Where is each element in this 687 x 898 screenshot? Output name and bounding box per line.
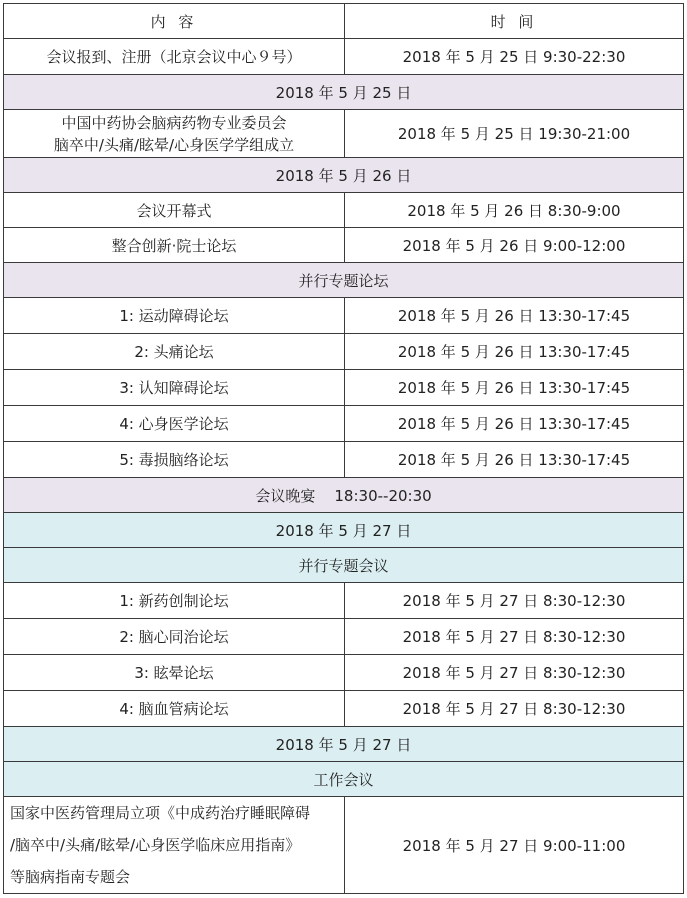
table-row bbox=[4, 619, 684, 655]
row-time: 2018 年 5 月 26 日 13:30-17:45 bbox=[345, 406, 684, 442]
table-row bbox=[4, 797, 684, 894]
row-content: 会议报到、注册（北京会议中心９号） bbox=[4, 39, 345, 75]
row-time: 2018 年 5 月 26 日 8:30-9:00 bbox=[345, 193, 684, 228]
row-time: 2018 年 5 月 26 日 13:30-17:45 bbox=[345, 298, 684, 334]
table-row bbox=[4, 442, 684, 478]
table-row bbox=[4, 228, 684, 263]
header-content: 内 容 bbox=[4, 4, 345, 39]
row-content: 3: 眩晕论坛 bbox=[4, 655, 345, 691]
row-time: 2018 年 5 月 26 日 13:30-17:45 bbox=[345, 442, 684, 478]
section-row bbox=[4, 548, 684, 583]
table-row bbox=[4, 406, 684, 442]
section-label: 2018 年 5 月 26 日 bbox=[4, 158, 684, 193]
section-label: 2018 年 5 月 25 日 bbox=[4, 75, 684, 110]
row-content-line: 脑卒中/头痛/眩晕/心身医学学组成立 bbox=[53, 135, 295, 154]
row-content: 1: 新药创制论坛 bbox=[4, 583, 345, 619]
row-content: 1: 运动障碍论坛 bbox=[4, 298, 345, 334]
table-row bbox=[4, 298, 684, 334]
table-row bbox=[4, 691, 684, 727]
row-content: 会议开幕式 bbox=[4, 193, 345, 228]
schedule-sheet bbox=[3, 3, 683, 894]
section-row bbox=[4, 75, 684, 110]
section-label: 工作会议 bbox=[4, 762, 684, 797]
section-row bbox=[4, 513, 684, 548]
table-row bbox=[4, 193, 684, 228]
row-time: 2018 年 5 月 26 日 13:30-17:45 bbox=[345, 334, 684, 370]
table-row bbox=[4, 39, 684, 75]
section-label: 并行专题会议 bbox=[4, 548, 684, 583]
section-row bbox=[4, 762, 684, 797]
table-row bbox=[4, 370, 684, 406]
table-row bbox=[4, 334, 684, 370]
row-content: 2: 脑心同治论坛 bbox=[4, 619, 345, 655]
row-time: 2018 年 5 月 25 日 9:30-22:30 bbox=[345, 39, 684, 75]
row-content-line: 中国中药协会脑病药物专业委员会 bbox=[61, 113, 287, 132]
row-time: 2018 年 5 月 27 日 9:00-11:00 bbox=[345, 797, 684, 894]
table-row bbox=[4, 583, 684, 619]
row-content-line: 等脑病指南专题会 bbox=[10, 868, 131, 886]
row-content-line: /脑卒中/头痛/眩晕/心身医学临床应用指南》 bbox=[10, 836, 301, 854]
section-label: 并行专题论坛 bbox=[4, 263, 684, 298]
header-row bbox=[4, 4, 684, 39]
row-time: 2018 年 5 月 27 日 8:30-12:30 bbox=[345, 583, 684, 619]
row-time: 2018 年 5 月 26 日 13:30-17:45 bbox=[345, 370, 684, 406]
row-content bbox=[4, 797, 345, 894]
row-content: 5: 毒损脑络论坛 bbox=[4, 442, 345, 478]
row-content: 2: 头痛论坛 bbox=[4, 334, 345, 370]
row-content: 整合创新·院士论坛 bbox=[4, 228, 345, 263]
table-row bbox=[4, 110, 684, 158]
row-time: 2018 年 5 月 27 日 8:30-12:30 bbox=[345, 655, 684, 691]
section-row bbox=[4, 478, 684, 513]
header-time: 时 间 bbox=[345, 4, 684, 39]
table-row bbox=[4, 655, 684, 691]
section-label: 会议晚宴 18:30--20:30 bbox=[4, 478, 684, 513]
section-label: 2018 年 5 月 27 日 bbox=[4, 513, 684, 548]
row-content: 3: 认知障碍论坛 bbox=[4, 370, 345, 406]
row-content bbox=[4, 110, 345, 158]
section-label: 2018 年 5 月 27 日 bbox=[4, 727, 684, 762]
row-time: 2018 年 5 月 26 日 9:00-12:00 bbox=[345, 228, 684, 263]
row-time: 2018 年 5 月 27 日 8:30-12:30 bbox=[345, 619, 684, 655]
row-content: 4: 脑血管病论坛 bbox=[4, 691, 345, 727]
section-row bbox=[4, 158, 684, 193]
row-time: 2018 年 5 月 25 日 19:30-21:00 bbox=[345, 110, 684, 158]
schedule-table bbox=[3, 3, 684, 894]
row-content-line: 国家中医药管理局立项《中成药治疗睡眠障碍 bbox=[10, 804, 311, 822]
row-time: 2018 年 5 月 27 日 8:30-12:30 bbox=[345, 691, 684, 727]
section-row bbox=[4, 727, 684, 762]
section-row bbox=[4, 263, 684, 298]
row-content: 4: 心身医学论坛 bbox=[4, 406, 345, 442]
